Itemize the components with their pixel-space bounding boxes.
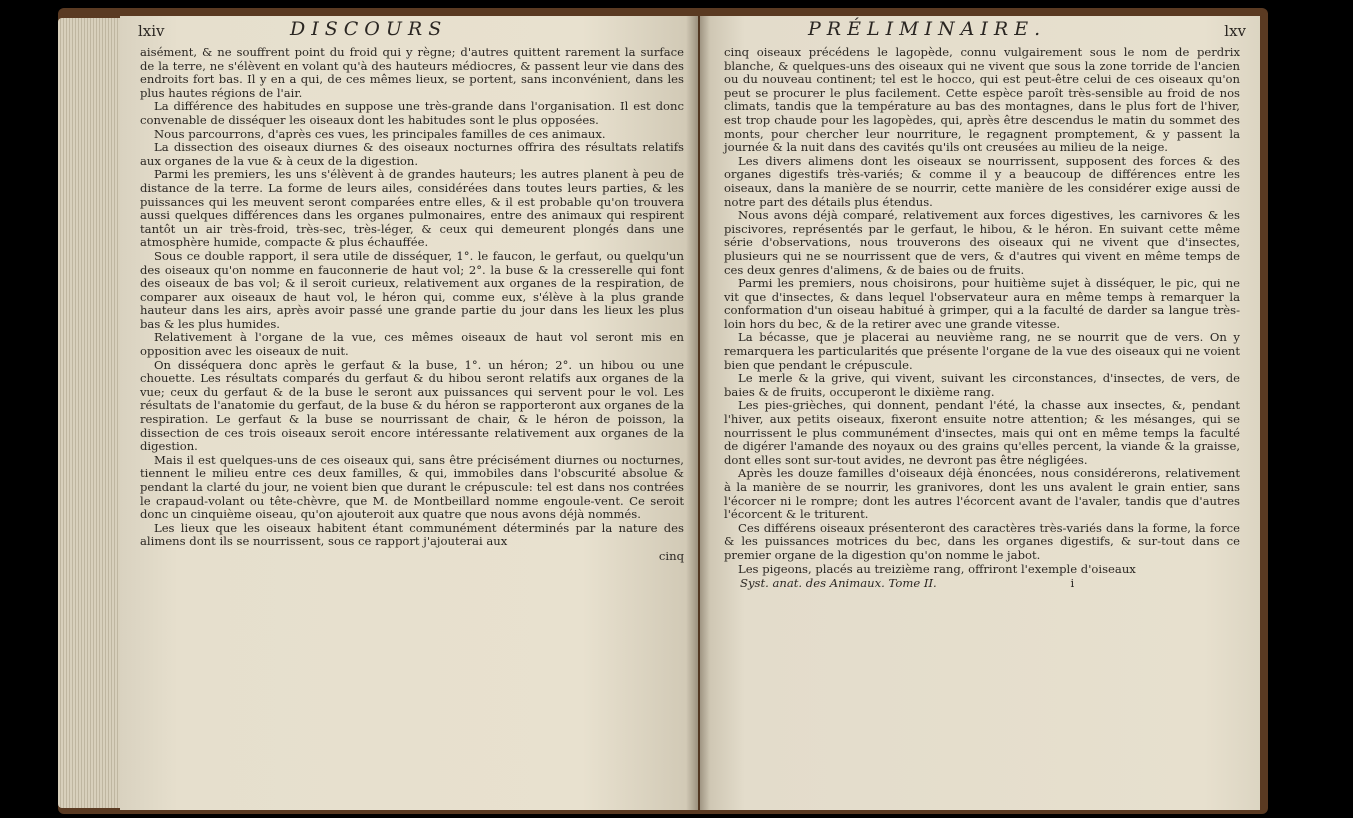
signature-mark: i <box>1070 576 1075 591</box>
right-page <box>700 16 1260 810</box>
book-spread <box>58 8 1268 814</box>
paragraph: Parmi les premiers, les uns s'élèvent à de grandes hauteurs; les autres planent à peu de distance de la terre. La forme de leurs ailes, considérées dans toutes leurs parties, & les puissances qui les meuvent seront comparées entre elles, & il est probable qu'on trouvera aussi quelques différences dans les organes pulmonaires, entre des animaux qui respirent tantôt un air très-froid, très-sec, très-léger, & ceux qui demeurent plongés dans une atmosphère humide, compacte & plus échauffée. <box>140 167 684 250</box>
paragraph: Parmi les premiers, nous choisirons, pour huitième sujet à disséquer, le pic, qui ne vit que d'insectes, & dans lequel l'observateur aura en même temps à remarquer la conformation d'un oiseau habitué à grimper, qui a la faculté de darder sa langue très-loin hors du bec, & de la retirer avec une grande vitesse. <box>724 276 1240 331</box>
paragraph: Sous ce double rapport, il sera utile de disséquer, 1°. le faucon, le gerfaut, ou quelqu'un des oiseaux qu'on nomme en fauconnerie de haut vol; 2°. la buse & la cresserelle qui font des oiseaux de bas vol; & il seroit curieux, relativement aux organes de la respiration, de comparer aux oiseaux de haut vol, le héron qui, comme eux, s'élève à la plus grande hauteur dans les airs, après avoir passé une grande partie du jour dans les lieux les plus bas & les plus humides. <box>140 248 684 331</box>
paragraph: On disséquera donc après le gerfaut & la buse, 1°. un héron; 2°. un hibou ou une chouette. Les résultats comparés du gerfaut & du hibou seront relatifs aux organes de la vue; ceux du gerfaut & de la buse le seront aux puissances qui servent pour le vol. Les résultats de l'anatomie du gerfaut, de la buse & du héron se rapporteront aux organes de la respiration. Le gerfaut & la buse se nourrissant de chair, & le héron de poisson, la dissection de ces trois oiseaux seroit encore intéressante relativement aux organes de la digestion. <box>140 357 684 454</box>
right-page-text <box>700 46 1260 576</box>
paragraph: Le merle & la grive, qui vivent, suivant les circonstances, d'insectes, de vers, de baies & de fruits, occuperont le dixième rang. <box>724 371 1240 399</box>
paragraph: cinq oiseaux précédens le lagopède, connu vulgairement sous le nom de perdrix blanche, & quelques-uns des oiseaux qui ne vivent que sous la zone torride de l'ancien ou du nouveau continent; tel est le hocco, qui est peut-être celui de ces oiseaux qu'on peut se procurer le plus facilement. Cette espèce paroît très-sensible au froid de nos climats, tandis que la température au bas des montagnes, dans le plus fort de l'hiver, est trop chaude pour les lagopèdes, qui, après être descendus le matin du sommet des monts, pour chercher leur nourriture, le regagnent promptement, & y passent la journée & la nuit dans des cavités qu'ils ont creusées au milieu de la neige. <box>724 45 1240 155</box>
paragraph: La dissection des oiseaux diurnes & des oiseaux nocturnes offrira des résultats relatifs aux organes de la vue & à ceux de la digestion. <box>140 140 684 168</box>
left-page-number: lxiv <box>138 22 165 40</box>
paragraph: Ces différens oiseaux présenteront des caractères très-variés dans la forme, la force & les puissances motrices du bec, dans les organes digestifs, & sur-tout dans ce premier organe de la digestion qu'on nomme le jabot. <box>724 520 1240 562</box>
paragraph: Mais il est quelques-uns de ces oiseaux qui, sans être précisément diurnes ou nocturnes, tiennent le milieu entre ces deux familles, & qui, immobiles dans l'obscurité absolue & pendant la clarté du jour, ne voient bien que durant le crépuscule: tel est dans nos contrées le crapaud-volant ou tête-chèvre, que M. de Montbeillard nomme engoule-vent. Ce seroit donc un cinquième oiseau, qu'on ajouteroit aux quatre que nous avons déjà nommés. <box>140 452 684 522</box>
paragraph: Nous parcourrons, d'après ces vues, les principales familles de ces animaux. <box>154 126 606 141</box>
paragraph: Relativement à l'organe de la vue, ces mêmes oiseaux de haut vol seront mis en opposition avec les oiseaux de nuit. <box>140 330 684 359</box>
paragraph: Les pies-grièches, qui donnent, pendant l'été, la chasse aux insectes, &, pendant l'hiver, aux petits oiseaux, fixeront ensuite notre attention; & les mésanges, qui se nourrissent le plus communément d'insectes, mais qui ont en même temps la faculté de digérer l'amande des noyaux ou des grains qu'elles percent, la viande & la graisse, dont elles sont sur-tout avides, ne devront pas être négligées. <box>724 398 1240 467</box>
signature-text: Syst. anat. des Animaux. Tome II. <box>740 576 937 591</box>
signature-line <box>700 576 1260 590</box>
left-page-text <box>120 46 698 549</box>
book-gutter <box>686 16 710 810</box>
left-header-title: DISCOURS <box>290 18 448 40</box>
paragraph: La bécasse, que je placerai au neuvième rang, ne se nourrit que de vers. On y remarquera les particularités que présente l'organe de la vue des oiseaux qui ne voient bien que pendant le crépuscule. <box>724 330 1240 372</box>
right-running-head <box>700 16 1260 46</box>
paragraph: Après les douze familles d'oiseaux déjà énoncées, nous considérerons, relativement à la manière de se nourrir, les granivores, dont les uns avalent le grain entier, sans l'écorcer ni le rompre; dont les autres l'écorcent avant de l'avaler, tandis que d'autres l'écorcent & le triturent. <box>724 466 1240 522</box>
right-page-number: lxv <box>1224 22 1246 40</box>
right-header-title: PRÉLIMINAIRE. <box>808 18 1047 40</box>
left-running-head <box>120 16 698 46</box>
paragraph: Les divers alimens dont les oiseaux se nourrissent, supposent des forces & des organes digestifs très-variés; & comme il y a beaucoup de différences entre les oiseaux, dans la manière de se nourrir, cette manière de les considérer exige aussi de notre part des détails plus étendus. <box>724 153 1240 209</box>
paragraph: Les pigeons, placés au treizième rang, offriront l'exemple d'oiseaux <box>738 561 1136 576</box>
page-edges <box>58 18 120 808</box>
paragraph: La différence des habitudes en suppose une très-grande dans l'organisation. Il est donc convenable de disséquer les oiseaux dont les habitudes sont le plus opposées. <box>140 99 684 127</box>
paragraph: Nous avons déjà comparé, relativement aux forces digestives, les carnivores & les piscivores, représentés par le gerfaut, le hibou, & le héron. En suivant cette même série d'observations, nous trouverons des oiseaux qui ne vivent que d'insectes, plusieurs qui ne se nourrissent que de vers, & d'autres qui vivent en même temps de ces deux genres d'alimens, & de baies ou de fruits. <box>724 208 1240 277</box>
paragraph: aisément, & ne souffrent point du froid qui y règne; d'autres quittent rarement la surface de la terre, ne s'élèvent en volant qu'à des hauteurs médiocres, & passent leur vie dans des endroits fort bas. Il y en a qui, de ces mêmes lieux, se portent, sans inconvénient, dans les plus hautes régions de l'air. <box>140 45 684 100</box>
paragraph: Les lieux que les oiseaux habitent étant communément déterminés par la nature des alimens dont ils se nourrissent, sous ce rapport j'ajouterai aux <box>140 520 684 549</box>
left-page <box>120 16 698 810</box>
left-catchword: cinq <box>658 548 684 563</box>
